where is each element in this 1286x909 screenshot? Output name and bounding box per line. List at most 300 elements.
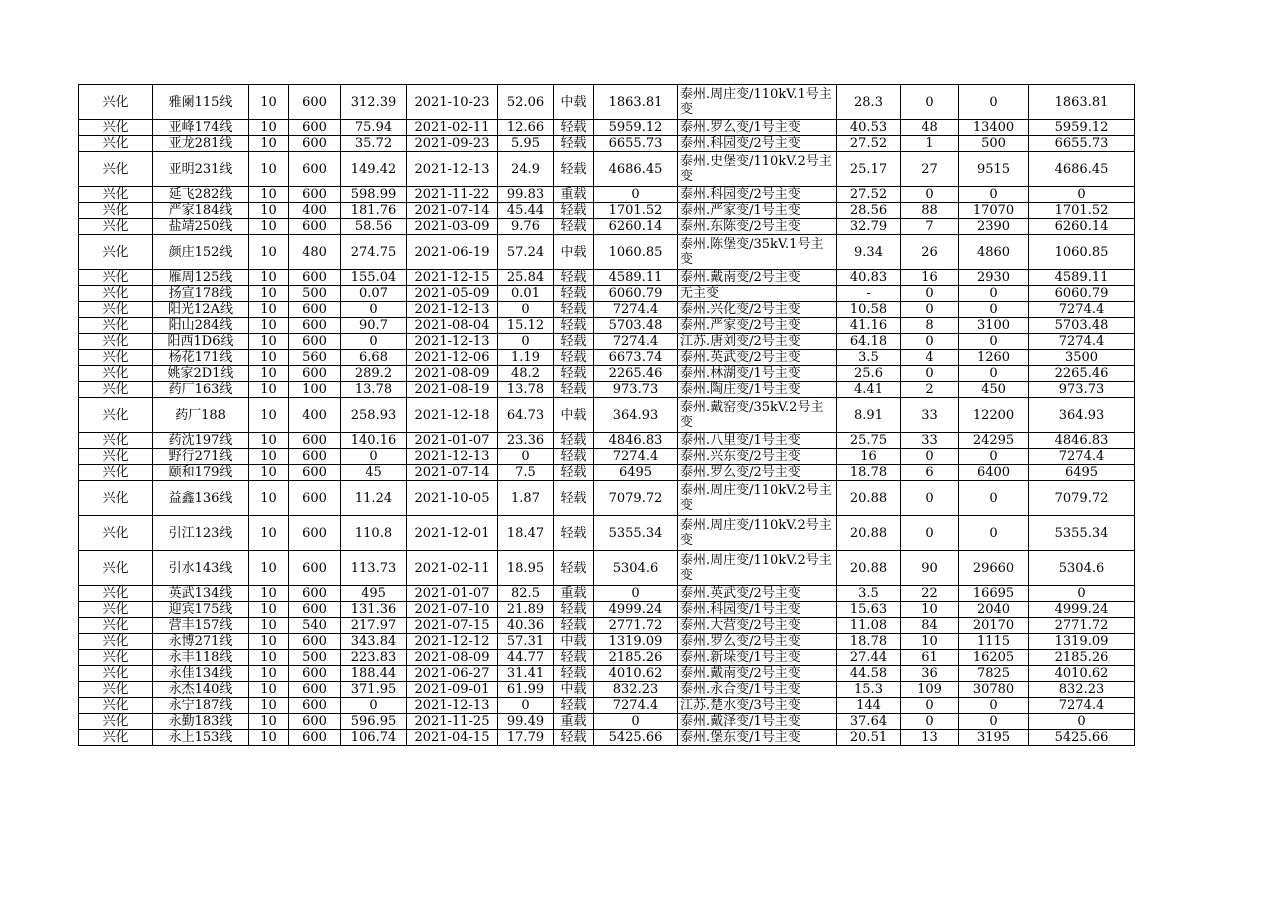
voltage-cell: 10 bbox=[249, 516, 289, 551]
line-name-cell: 永勤183线 bbox=[153, 714, 249, 730]
table-row bbox=[79, 433, 1135, 449]
voltage-cell: 10 bbox=[249, 187, 289, 203]
table-row bbox=[79, 318, 1135, 334]
user-count-cell: 16 bbox=[901, 270, 959, 286]
load-status-cell: 中载 bbox=[554, 634, 594, 650]
line-name-cell: 雅阑115线 bbox=[153, 85, 249, 120]
substation-transformer-cell: 泰州.戴南变/2号主变 bbox=[678, 666, 837, 682]
max-current-cell: 312.39 bbox=[341, 85, 407, 120]
voltage-cell: 10 bbox=[249, 650, 289, 666]
capacity-cell: 600 bbox=[289, 714, 341, 730]
transformer-load-cell: 16 bbox=[837, 449, 901, 465]
transformer-load-cell: 18.78 bbox=[837, 465, 901, 481]
open-capacity-cell: 973.73 bbox=[1029, 382, 1135, 398]
transformer-load-cell: 15.63 bbox=[837, 602, 901, 618]
transformer-load-cell: 20.88 bbox=[837, 481, 901, 516]
installed-capacity-cell: 16695 bbox=[959, 586, 1029, 602]
table-row bbox=[79, 85, 1135, 120]
table-row bbox=[79, 187, 1135, 203]
load-rate-cell: 48.2 bbox=[498, 366, 554, 382]
max-current-cell: 258.93 bbox=[341, 398, 407, 433]
voltage-cell: 10 bbox=[249, 235, 289, 270]
load-status-cell: 轻载 bbox=[554, 449, 594, 465]
load-rate-cell: 44.77 bbox=[498, 650, 554, 666]
substation-transformer-cell: 泰州.戴窑变/35kV.2号主变 bbox=[678, 398, 837, 433]
capacity-cell: 500 bbox=[289, 286, 341, 302]
load-rate-cell: 99.49 bbox=[498, 714, 554, 730]
substation-transformer-cell: 泰州.陈堡变/35kV.1号主变 bbox=[678, 235, 837, 270]
max-current-cell: 188.44 bbox=[341, 666, 407, 682]
region-cell: 兴化 bbox=[79, 433, 153, 449]
available-capacity-cell: 0 bbox=[594, 187, 678, 203]
substation-transformer-cell: 泰州.周庄变/110kV.2号主变 bbox=[678, 516, 837, 551]
transformer-load-cell: 44.58 bbox=[837, 666, 901, 682]
line-name-cell: 阳西1D6线 bbox=[153, 334, 249, 350]
available-capacity-cell: 0 bbox=[594, 586, 678, 602]
installed-capacity-cell: 0 bbox=[959, 85, 1029, 120]
line-name-cell: 永上153线 bbox=[153, 730, 249, 746]
available-capacity-cell: 6260.14 bbox=[594, 219, 678, 235]
load-rate-cell: 57.31 bbox=[498, 634, 554, 650]
user-count-cell: 10 bbox=[901, 634, 959, 650]
installed-capacity-cell: 7825 bbox=[959, 666, 1029, 682]
capacity-cell: 400 bbox=[289, 398, 341, 433]
region-cell: 兴化 bbox=[79, 398, 153, 433]
load-status-cell: 轻载 bbox=[554, 366, 594, 382]
date-cell: 2021-04-15 bbox=[407, 730, 498, 746]
region-cell: 兴化 bbox=[79, 187, 153, 203]
load-status-cell: 轻载 bbox=[554, 698, 594, 714]
open-capacity-cell: 7079.72 bbox=[1029, 481, 1135, 516]
max-current-cell: 75.94 bbox=[341, 120, 407, 136]
transformer-load-cell: 40.53 bbox=[837, 120, 901, 136]
substation-transformer-cell: 泰州.陶庄变/1号主变 bbox=[678, 382, 837, 398]
capacity-cell: 600 bbox=[289, 698, 341, 714]
capacity-cell: 600 bbox=[289, 334, 341, 350]
transformer-load-cell: 20.88 bbox=[837, 516, 901, 551]
available-capacity-cell: 7274.4 bbox=[594, 334, 678, 350]
region-cell: 兴化 bbox=[79, 366, 153, 382]
table-row bbox=[79, 219, 1135, 235]
open-capacity-cell: 2771.72 bbox=[1029, 618, 1135, 634]
table-row bbox=[79, 602, 1135, 618]
line-name-cell: 益鑫136线 bbox=[153, 481, 249, 516]
table-row bbox=[79, 586, 1135, 602]
date-cell: 2021-10-05 bbox=[407, 481, 498, 516]
line-name-cell: 永博271线 bbox=[153, 634, 249, 650]
installed-capacity-cell: 0 bbox=[959, 481, 1029, 516]
substation-transformer-cell: 泰州.新垛变/1号主变 bbox=[678, 650, 837, 666]
max-current-cell: 0 bbox=[341, 698, 407, 714]
transformer-load-cell: 8.91 bbox=[837, 398, 901, 433]
line-name-cell: 阳山284线 bbox=[153, 318, 249, 334]
max-current-cell: 90.7 bbox=[341, 318, 407, 334]
region-cell: 兴化 bbox=[79, 85, 153, 120]
installed-capacity-cell: 3100 bbox=[959, 318, 1029, 334]
voltage-cell: 10 bbox=[249, 302, 289, 318]
load-rate-cell: 25.84 bbox=[498, 270, 554, 286]
region-cell: 兴化 bbox=[79, 481, 153, 516]
open-capacity-cell: 1060.85 bbox=[1029, 235, 1135, 270]
capacity-cell: 480 bbox=[289, 235, 341, 270]
substation-transformer-cell: 泰州.八里变/1号主变 bbox=[678, 433, 837, 449]
table-row bbox=[79, 682, 1135, 698]
max-current-cell: 0.07 bbox=[341, 286, 407, 302]
open-capacity-cell: 5703.48 bbox=[1029, 318, 1135, 334]
transformer-load-cell: 32.79 bbox=[837, 219, 901, 235]
available-capacity-cell: 6060.79 bbox=[594, 286, 678, 302]
line-name-cell: 永杰140线 bbox=[153, 682, 249, 698]
installed-capacity-cell: 20170 bbox=[959, 618, 1029, 634]
max-current-cell: 11.24 bbox=[341, 481, 407, 516]
voltage-cell: 10 bbox=[249, 318, 289, 334]
user-count-cell: 27 bbox=[901, 152, 959, 187]
load-status-cell: 中载 bbox=[554, 398, 594, 433]
open-capacity-cell: 6260.14 bbox=[1029, 219, 1135, 235]
voltage-cell: 10 bbox=[249, 618, 289, 634]
available-capacity-cell: 2185.26 bbox=[594, 650, 678, 666]
transformer-load-cell: 27.52 bbox=[837, 136, 901, 152]
available-capacity-cell: 364.93 bbox=[594, 398, 678, 433]
line-name-cell: 杨花171线 bbox=[153, 350, 249, 366]
load-rate-cell: 18.47 bbox=[498, 516, 554, 551]
load-status-cell: 轻载 bbox=[554, 433, 594, 449]
region-cell: 兴化 bbox=[79, 586, 153, 602]
capacity-cell: 600 bbox=[289, 433, 341, 449]
substation-transformer-cell: 泰州.兴化变/2号主变 bbox=[678, 302, 837, 318]
table-row bbox=[79, 136, 1135, 152]
capacity-cell: 600 bbox=[289, 219, 341, 235]
load-rate-cell: 45.44 bbox=[498, 203, 554, 219]
data-table bbox=[78, 84, 1135, 746]
voltage-cell: 10 bbox=[249, 481, 289, 516]
substation-transformer-cell: 泰州.大营变/2号主变 bbox=[678, 618, 837, 634]
transformer-load-cell: 27.52 bbox=[837, 187, 901, 203]
max-current-cell: 58.56 bbox=[341, 219, 407, 235]
capacity-cell: 600 bbox=[289, 586, 341, 602]
substation-transformer-cell: 泰州.周庄变/110kV.2号主变 bbox=[678, 481, 837, 516]
region-cell: 兴化 bbox=[79, 602, 153, 618]
table-row bbox=[79, 286, 1135, 302]
load-rate-cell: 23.36 bbox=[498, 433, 554, 449]
installed-capacity-cell: 0 bbox=[959, 698, 1029, 714]
table-row bbox=[79, 481, 1135, 516]
user-count-cell: 33 bbox=[901, 398, 959, 433]
line-name-cell: 姚家2D1线 bbox=[153, 366, 249, 382]
voltage-cell: 10 bbox=[249, 586, 289, 602]
available-capacity-cell: 6673.74 bbox=[594, 350, 678, 366]
open-capacity-cell: 4589.11 bbox=[1029, 270, 1135, 286]
load-rate-cell: 0 bbox=[498, 698, 554, 714]
voltage-cell: 10 bbox=[249, 382, 289, 398]
load-rate-cell: 57.24 bbox=[498, 235, 554, 270]
voltage-cell: 10 bbox=[249, 120, 289, 136]
substation-transformer-cell: 泰州.罗么变/1号主变 bbox=[678, 120, 837, 136]
user-count-cell: 26 bbox=[901, 235, 959, 270]
load-rate-cell: 61.99 bbox=[498, 682, 554, 698]
available-capacity-cell: 5703.48 bbox=[594, 318, 678, 334]
table-row bbox=[79, 120, 1135, 136]
installed-capacity-cell: 17070 bbox=[959, 203, 1029, 219]
open-capacity-cell: 2185.26 bbox=[1029, 650, 1135, 666]
voltage-cell: 10 bbox=[249, 714, 289, 730]
open-capacity-cell: 0 bbox=[1029, 714, 1135, 730]
date-cell: 2021-02-11 bbox=[407, 120, 498, 136]
line-name-cell: 雁周125线 bbox=[153, 270, 249, 286]
date-cell: 2021-02-11 bbox=[407, 551, 498, 586]
voltage-cell: 10 bbox=[249, 602, 289, 618]
open-capacity-cell: 7274.4 bbox=[1029, 449, 1135, 465]
transformer-load-cell: 144 bbox=[837, 698, 901, 714]
installed-capacity-cell: 0 bbox=[959, 187, 1029, 203]
substation-transformer-cell: 泰州.罗么变/2号主变 bbox=[678, 634, 837, 650]
load-status-cell: 轻载 bbox=[554, 219, 594, 235]
capacity-cell: 600 bbox=[289, 516, 341, 551]
user-count-cell: 61 bbox=[901, 650, 959, 666]
load-status-cell: 轻载 bbox=[554, 666, 594, 682]
max-current-cell: 35.72 bbox=[341, 136, 407, 152]
open-capacity-cell: 1701.52 bbox=[1029, 203, 1135, 219]
date-cell: 2021-01-07 bbox=[407, 433, 498, 449]
voltage-cell: 10 bbox=[249, 465, 289, 481]
load-status-cell: 重载 bbox=[554, 586, 594, 602]
open-capacity-cell: 4999.24 bbox=[1029, 602, 1135, 618]
user-count-cell: 0 bbox=[901, 516, 959, 551]
voltage-cell: 10 bbox=[249, 219, 289, 235]
substation-transformer-cell: 泰州.史堡变/110kV.2号主变 bbox=[678, 152, 837, 187]
line-name-cell: 永宁187线 bbox=[153, 698, 249, 714]
available-capacity-cell: 1863.81 bbox=[594, 85, 678, 120]
line-name-cell: 英武134线 bbox=[153, 586, 249, 602]
available-capacity-cell: 7079.72 bbox=[594, 481, 678, 516]
user-count-cell: 10 bbox=[901, 602, 959, 618]
capacity-cell: 600 bbox=[289, 634, 341, 650]
available-capacity-cell: 4686.45 bbox=[594, 152, 678, 187]
load-status-cell: 轻载 bbox=[554, 270, 594, 286]
load-status-cell: 中载 bbox=[554, 85, 594, 120]
open-capacity-cell: 0 bbox=[1029, 187, 1135, 203]
transformer-load-cell: 15.3 bbox=[837, 682, 901, 698]
date-cell: 2021-09-23 bbox=[407, 136, 498, 152]
region-cell: 兴化 bbox=[79, 120, 153, 136]
load-status-cell: 轻载 bbox=[554, 350, 594, 366]
capacity-cell: 600 bbox=[289, 366, 341, 382]
max-current-cell: 181.76 bbox=[341, 203, 407, 219]
installed-capacity-cell: 2930 bbox=[959, 270, 1029, 286]
voltage-cell: 10 bbox=[249, 270, 289, 286]
load-rate-cell: 13.78 bbox=[498, 382, 554, 398]
voltage-cell: 10 bbox=[249, 286, 289, 302]
voltage-cell: 10 bbox=[249, 366, 289, 382]
load-rate-cell: 52.06 bbox=[498, 85, 554, 120]
table-row bbox=[79, 270, 1135, 286]
open-capacity-cell: 1319.09 bbox=[1029, 634, 1135, 650]
date-cell: 2021-07-14 bbox=[407, 465, 498, 481]
load-status-cell: 轻载 bbox=[554, 602, 594, 618]
substation-transformer-cell: 泰州.严家变/1号主变 bbox=[678, 203, 837, 219]
date-cell: 2021-12-01 bbox=[407, 516, 498, 551]
substation-transformer-cell: 江苏.楚水变/3号主变 bbox=[678, 698, 837, 714]
user-count-cell: 22 bbox=[901, 586, 959, 602]
load-status-cell: 轻载 bbox=[554, 203, 594, 219]
available-capacity-cell: 5355.34 bbox=[594, 516, 678, 551]
voltage-cell: 10 bbox=[249, 136, 289, 152]
region-cell: 兴化 bbox=[79, 551, 153, 586]
table-row bbox=[79, 350, 1135, 366]
installed-capacity-cell: 13400 bbox=[959, 120, 1029, 136]
date-cell: 2021-07-15 bbox=[407, 618, 498, 634]
load-status-cell: 中载 bbox=[554, 682, 594, 698]
transformer-load-cell: - bbox=[837, 286, 901, 302]
max-current-cell: 274.75 bbox=[341, 235, 407, 270]
load-status-cell: 轻载 bbox=[554, 382, 594, 398]
line-name-cell: 扬宣178线 bbox=[153, 286, 249, 302]
date-cell: 2021-11-22 bbox=[407, 187, 498, 203]
transformer-load-cell: 41.16 bbox=[837, 318, 901, 334]
voltage-cell: 10 bbox=[249, 334, 289, 350]
substation-transformer-cell: 泰州.严家变/2号主变 bbox=[678, 318, 837, 334]
line-name-cell: 盐靖250线 bbox=[153, 219, 249, 235]
transformer-load-cell: 40.83 bbox=[837, 270, 901, 286]
line-name-cell: 营丰157线 bbox=[153, 618, 249, 634]
max-current-cell: 155.04 bbox=[341, 270, 407, 286]
line-name-cell: 延飞282线 bbox=[153, 187, 249, 203]
max-current-cell: 217.97 bbox=[341, 618, 407, 634]
line-name-cell: 亚峰174线 bbox=[153, 120, 249, 136]
region-cell: 兴化 bbox=[79, 666, 153, 682]
transformer-load-cell: 10.58 bbox=[837, 302, 901, 318]
capacity-cell: 600 bbox=[289, 602, 341, 618]
transformer-load-cell: 9.34 bbox=[837, 235, 901, 270]
max-current-cell: 13.78 bbox=[341, 382, 407, 398]
open-capacity-cell: 6655.73 bbox=[1029, 136, 1135, 152]
installed-capacity-cell: 0 bbox=[959, 714, 1029, 730]
load-rate-cell: 15.12 bbox=[498, 318, 554, 334]
substation-transformer-cell: 泰州.兴东变/2号主变 bbox=[678, 449, 837, 465]
line-name-cell: 阳光12A线 bbox=[153, 302, 249, 318]
installed-capacity-cell: 0 bbox=[959, 366, 1029, 382]
substation-transformer-cell: 无主变 bbox=[678, 286, 837, 302]
available-capacity-cell: 2771.72 bbox=[594, 618, 678, 634]
open-capacity-cell: 2265.46 bbox=[1029, 366, 1135, 382]
available-capacity-cell: 4010.62 bbox=[594, 666, 678, 682]
max-current-cell: 0 bbox=[341, 334, 407, 350]
user-count-cell: 0 bbox=[901, 302, 959, 318]
load-rate-cell: 0 bbox=[498, 449, 554, 465]
available-capacity-cell: 6655.73 bbox=[594, 136, 678, 152]
available-capacity-cell: 4589.11 bbox=[594, 270, 678, 286]
voltage-cell: 10 bbox=[249, 634, 289, 650]
installed-capacity-cell: 30780 bbox=[959, 682, 1029, 698]
date-cell: 2021-12-15 bbox=[407, 270, 498, 286]
open-capacity-cell: 6495 bbox=[1029, 465, 1135, 481]
available-capacity-cell: 7274.4 bbox=[594, 302, 678, 318]
region-cell: 兴化 bbox=[79, 634, 153, 650]
load-status-cell: 轻载 bbox=[554, 481, 594, 516]
date-cell: 2021-06-19 bbox=[407, 235, 498, 270]
line-name-cell: 永佳134线 bbox=[153, 666, 249, 682]
transformer-load-cell: 25.75 bbox=[837, 433, 901, 449]
user-count-cell: 0 bbox=[901, 286, 959, 302]
date-cell: 2021-05-09 bbox=[407, 286, 498, 302]
region-cell: 兴化 bbox=[79, 465, 153, 481]
region-cell: 兴化 bbox=[79, 235, 153, 270]
table-row bbox=[79, 634, 1135, 650]
region-cell: 兴化 bbox=[79, 136, 153, 152]
open-capacity-cell: 5959.12 bbox=[1029, 120, 1135, 136]
load-rate-cell: 99.83 bbox=[498, 187, 554, 203]
open-capacity-cell: 5355.34 bbox=[1029, 516, 1135, 551]
transformer-load-cell: 37.64 bbox=[837, 714, 901, 730]
line-name-cell: 野行271线 bbox=[153, 449, 249, 465]
voltage-cell: 10 bbox=[249, 551, 289, 586]
user-count-cell: 0 bbox=[901, 366, 959, 382]
transformer-load-cell: 3.5 bbox=[837, 586, 901, 602]
installed-capacity-cell: 2390 bbox=[959, 219, 1029, 235]
line-name-cell: 药沈197线 bbox=[153, 433, 249, 449]
date-cell: 2021-12-13 bbox=[407, 302, 498, 318]
region-cell: 兴化 bbox=[79, 714, 153, 730]
max-current-cell: 140.16 bbox=[341, 433, 407, 449]
region-cell: 兴化 bbox=[79, 334, 153, 350]
installed-capacity-cell: 12200 bbox=[959, 398, 1029, 433]
date-cell: 2021-12-13 bbox=[407, 152, 498, 187]
installed-capacity-cell: 1260 bbox=[959, 350, 1029, 366]
substation-transformer-cell: 泰州.英武变/2号主变 bbox=[678, 586, 837, 602]
load-rate-cell: 64.73 bbox=[498, 398, 554, 433]
table-row bbox=[79, 666, 1135, 682]
user-count-cell: 109 bbox=[901, 682, 959, 698]
load-status-cell: 轻载 bbox=[554, 516, 594, 551]
max-current-cell: 371.95 bbox=[341, 682, 407, 698]
substation-transformer-cell: 泰州.英武变/2号主变 bbox=[678, 350, 837, 366]
open-capacity-cell: 5304.6 bbox=[1029, 551, 1135, 586]
table-row bbox=[79, 366, 1135, 382]
capacity-cell: 600 bbox=[289, 682, 341, 698]
line-name-cell: 颐和179线 bbox=[153, 465, 249, 481]
region-cell: 兴化 bbox=[79, 203, 153, 219]
substation-transformer-cell: 泰州.罗么变/2号主变 bbox=[678, 465, 837, 481]
region-cell: 兴化 bbox=[79, 270, 153, 286]
capacity-cell: 600 bbox=[289, 120, 341, 136]
capacity-cell: 540 bbox=[289, 618, 341, 634]
user-count-cell: 33 bbox=[901, 433, 959, 449]
substation-transformer-cell: 江苏.唐刘变/2号主变 bbox=[678, 334, 837, 350]
available-capacity-cell: 7274.4 bbox=[594, 449, 678, 465]
line-name-cell: 永丰118线 bbox=[153, 650, 249, 666]
table-row bbox=[79, 235, 1135, 270]
capacity-cell: 600 bbox=[289, 302, 341, 318]
load-rate-cell: 24.9 bbox=[498, 152, 554, 187]
date-cell: 2021-12-18 bbox=[407, 398, 498, 433]
capacity-cell: 600 bbox=[289, 152, 341, 187]
substation-transformer-cell: 泰州.周庄变/110kV.2号主变 bbox=[678, 551, 837, 586]
installed-capacity-cell: 4860 bbox=[959, 235, 1029, 270]
max-current-cell: 343.84 bbox=[341, 634, 407, 650]
capacity-cell: 500 bbox=[289, 650, 341, 666]
open-capacity-cell: 7274.4 bbox=[1029, 698, 1135, 714]
installed-capacity-cell: 2040 bbox=[959, 602, 1029, 618]
region-cell: 兴化 bbox=[79, 350, 153, 366]
date-cell: 2021-08-09 bbox=[407, 650, 498, 666]
line-name-cell: 严家184线 bbox=[153, 203, 249, 219]
voltage-cell: 10 bbox=[249, 730, 289, 746]
date-cell: 2021-09-01 bbox=[407, 682, 498, 698]
transformer-load-cell: 4.41 bbox=[837, 382, 901, 398]
open-capacity-cell: 7274.4 bbox=[1029, 302, 1135, 318]
substation-transformer-cell: 泰州.堡东变/1号主变 bbox=[678, 730, 837, 746]
installed-capacity-cell: 3195 bbox=[959, 730, 1029, 746]
